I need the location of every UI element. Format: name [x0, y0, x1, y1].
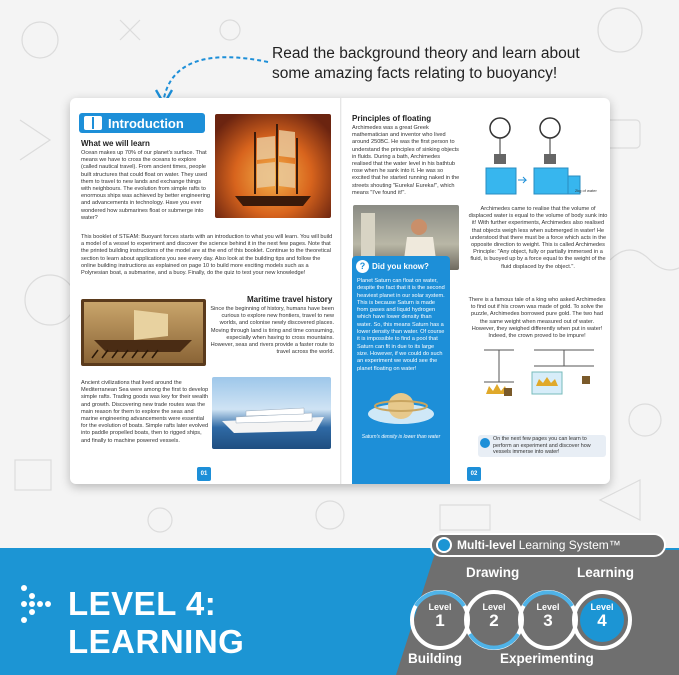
level-title: [68, 585, 244, 661]
buoyancy-scale-diagram: [482, 110, 606, 210]
archimedes-paragraph: Archimedes was a great Greek mathematician and inventor who lived around 250BC. He was the first person to understand the principles of sinking objects in fluids. During a bath, Archimedes realised that the water level in his bathtub rose when he sank into it. He was so excited that he started running naked in the streets shouting "Eureka! Eureka!", which means "I've found it!".: [352, 125, 460, 196]
maritime-history-paragraph: Since the beginning of history, humans have been curious to explore new frontiers, travel to new worlds, and colonise newly discovered places. Moving through land is tiring and time consuming, especially when having to cross mountains. However, seas and rivers provide a faster route to travel across the world.: [210, 306, 334, 356]
caption-text: Read the background theory and learn about some amazing facts relating to buoyancy!: [272, 45, 580, 82]
introduction-badge: [79, 113, 205, 133]
next-pages-note-text: On the next few pages you can learn to perform an experiment and discover how vessels immerse into water!: [493, 436, 591, 456]
did-you-know-box: [352, 256, 450, 484]
archimedes-principle-paragraph: Archimedes came to realise that the volume of displaced water is equal to the volume of body sunk into it! With further experiments, Archimedes also realised that objects weigh less when submerged in water! He understood that there must be a force which acts in the opposite direction to weight. This is called Archimedes Principle: "Any object, fully or partially immersed in a fluid, is buoyed up by a force equal to the weight of the fluid displaced by the object.".: [468, 206, 608, 270]
page-fold: [340, 98, 342, 484]
ancient-ship-mosaic: [81, 299, 206, 366]
did-you-know-title: Did you know?: [372, 262, 429, 271]
crown-tale-paragraph: There is a famous tale of a king who asked Archimedes to find out if his crown was made of gold. To solve the puzzle, Archimedes borrowed pure gold. The two had the same weight when measured out of water. However, they weighed differently when put in water! Indeed, the crown proved to be impure!: [468, 297, 606, 340]
saturn-in-water-icon: [366, 384, 436, 434]
gear-icon: [436, 537, 452, 553]
magnifier-icon: [480, 438, 490, 448]
introduction-label: Introduction: [108, 115, 184, 131]
scale-water-label: 2kg of water: [575, 188, 597, 193]
section-title-maritime-history: Maritime travel history: [247, 295, 333, 304]
level-1-badge: [424, 602, 456, 629]
cruise-ship-photo: [212, 377, 331, 449]
intro-paragraph: Ocean makes up 70% of our planet's surface. That means we have to cross the oceans to explore (called nautical travel). From ancient times, people built structures that could float on water. They used them to travel to new lands and exchange things with neighbours. The evolution from simple rafts to enormous ships was achieved by better engineering and advancements in technology. Have you ever wondered how submarines float or submerge into water?: [81, 150, 211, 221]
level-2-word: Level: [482, 602, 506, 612]
page-number-left: 01: [197, 467, 211, 481]
stage-building: Building: [408, 651, 462, 666]
level-3-word: Level: [536, 602, 560, 612]
booklet-spread: [70, 98, 610, 484]
level-1-number: 1: [435, 611, 445, 630]
system-bold-label: Multi-level: [457, 538, 516, 552]
booklet-overview-paragraph: This booklet of STEAM: Buoyant forces starts with an introduction to what you will learn. You will build a model of a vessel to experiment and discover the science behind it in the next few pages. Note that the printed building instructions of the model are at the end of this booklet. Continue to the theoretical section to learn about applications you see every day. Also look at the building tips and follow the online building instructions as explained on page 10 to build more exciting models such as a Polynesian boat, a submarine, and a buoy. Finally, do the quiz to test your new knowledge!: [81, 234, 333, 277]
stage-drawing: Drawing: [466, 565, 520, 580]
sailing-ship-photo: [215, 114, 331, 218]
level-3-number: 3: [543, 611, 553, 630]
level-4-number: 4: [597, 611, 607, 630]
level-3-badge: [532, 602, 564, 629]
book-icon: [84, 116, 102, 130]
level-2-number: 2: [489, 611, 499, 630]
saturn-caption: Saturn's density is lower than water: [361, 434, 441, 440]
level-title-line1: LEVEL 4:: [68, 585, 217, 622]
stage-learning: Learning: [577, 565, 635, 580]
crown-balance-diagram: [474, 342, 606, 422]
next-pages-note: [478, 435, 606, 457]
level-4-badge: [586, 602, 618, 629]
level-4-word: Level: [590, 602, 614, 612]
page-number-right: 02: [467, 467, 481, 481]
saturn-fact-text: Planet Saturn can float on water, despite the fact that it is the second heaviest planet in our solar system. This is because Saturn is made from gases and liquid hydrogen which have lower density than water. So, this means Saturn has a lower density than water. Of course it is impossible to find a pool that Saturn can fit in due to its large size. However, if we could do such an experiment we would see the planet floating on water!: [357, 278, 445, 372]
level-title-line2: LEARNING: [68, 623, 245, 660]
stage-experimenting: Experimenting: [500, 651, 594, 666]
dotted-chevron-icon: [18, 582, 58, 626]
system-label: Learning System™: [518, 538, 621, 552]
section-title-principles-of-floating: Principles of floating: [352, 114, 432, 123]
level-2-badge: [478, 602, 510, 629]
level-1-word: Level: [428, 602, 452, 612]
section-title-what-we-will-learn: What we will learn: [81, 139, 150, 148]
ancient-civilizations-paragraph: Ancient civilizations that lived around the Mediterranean Sea were among the first to develop simple rafts. Trading goods was key for their wealth and growth. Discovering new trade routes was the main reason for them to explore the seas and marine engineering advancements were essential for the evolution of boats. Simple rafts later evolved into paddle propelled boats, then to rigged ships, and finally to machine powered vessels.: [81, 380, 209, 444]
learning-system-pill: [430, 533, 666, 557]
question-mark-icon: ?: [356, 260, 369, 273]
